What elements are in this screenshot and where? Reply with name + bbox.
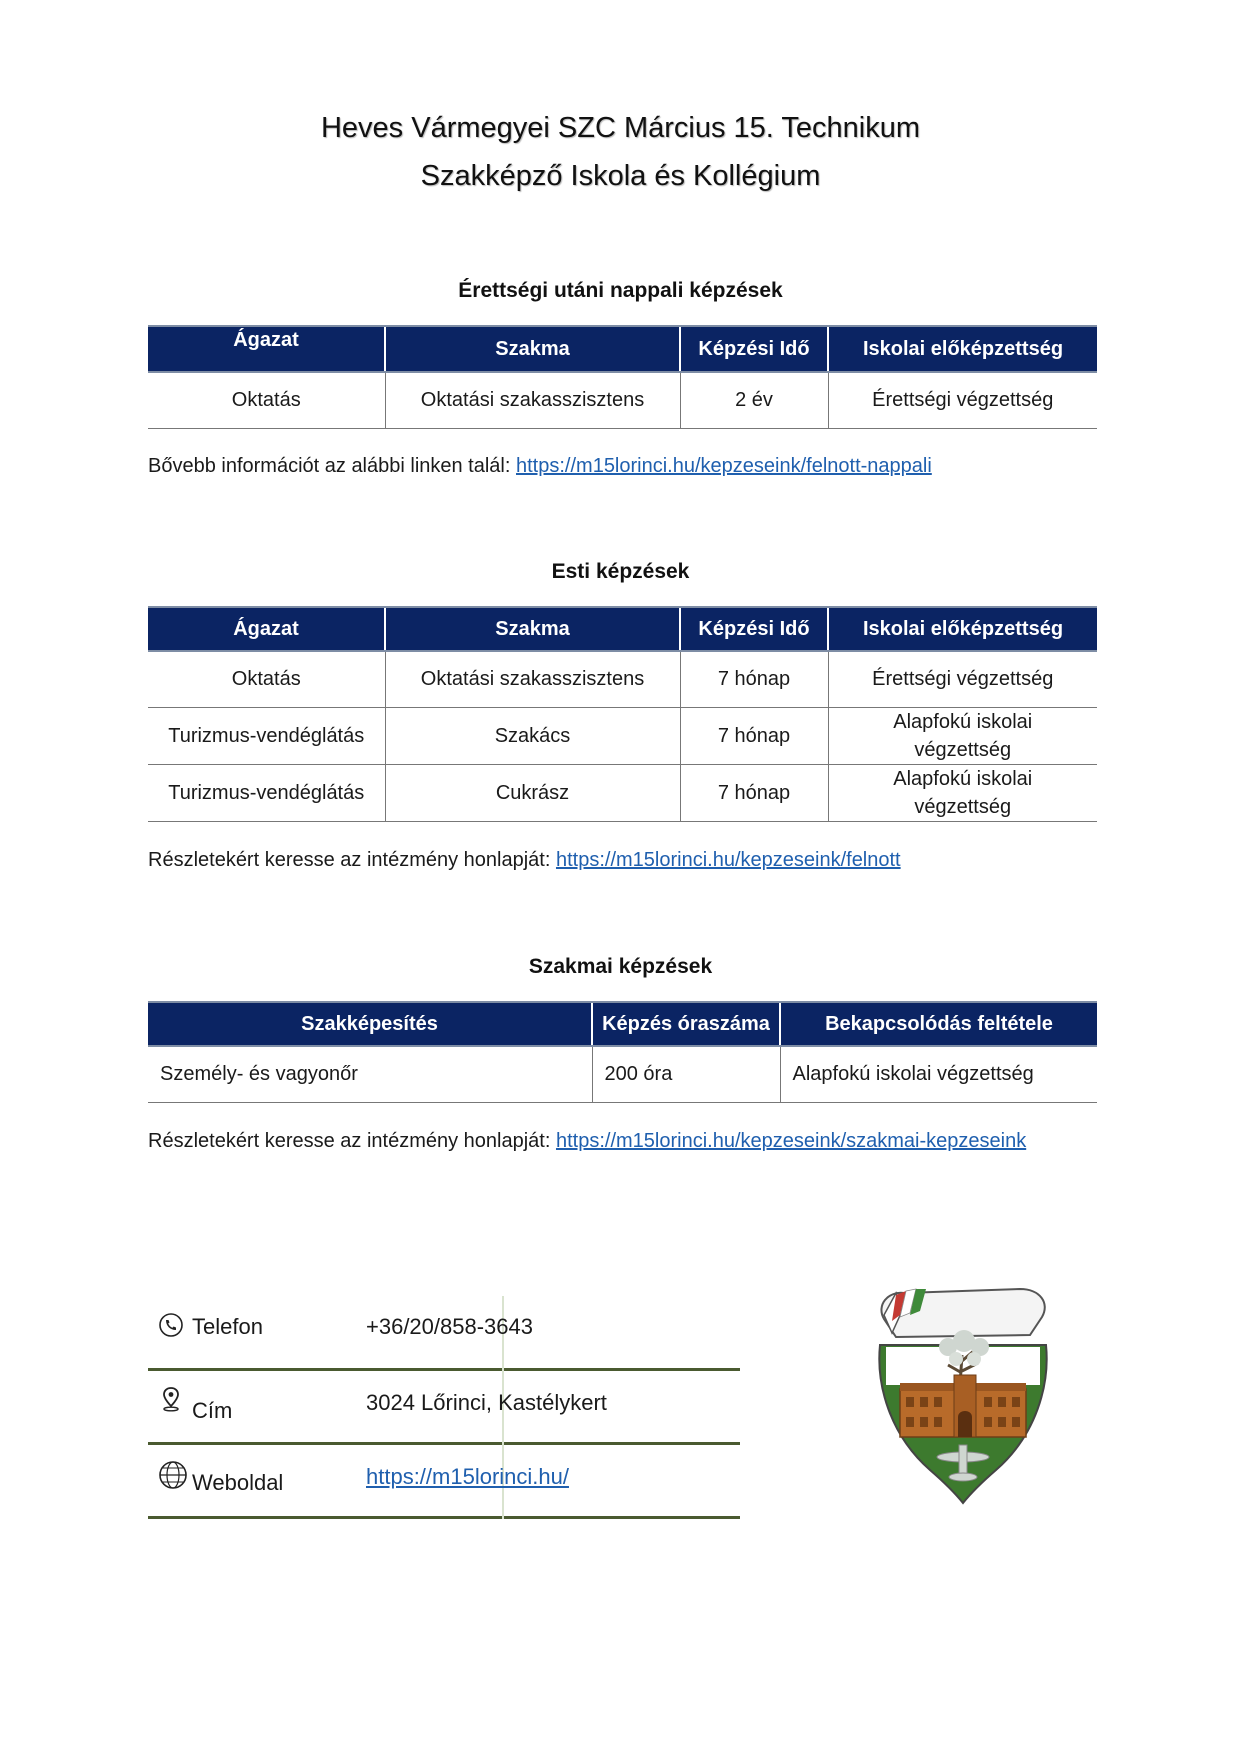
column-header: Képzés óraszáma (592, 1002, 780, 1046)
daytime-link[interactable]: https://m15lorinci.hu/kepzeseink/felnott-nappali (516, 455, 932, 477)
column-header: Képzési Idő (680, 326, 828, 372)
info-line-evening (148, 849, 901, 872)
table-cell: Oktatás (148, 372, 385, 428)
column-header: Ágazat (148, 326, 385, 372)
table-cell: 2 év (680, 372, 828, 428)
table-cell: Érettségi végzettség (828, 651, 1097, 707)
table-cell: Érettségi végzettség (828, 372, 1097, 428)
table-row (148, 372, 1097, 428)
table-cell: Alapfokú iskolai végzettség (828, 707, 1097, 764)
info-text: Részletekért keresse az intézmény honlapját: (148, 849, 556, 871)
table-cell: 7 hónap (680, 651, 828, 707)
table-cell: 7 hónap (680, 764, 828, 821)
table-cell: Oktatási szakasszisztens (385, 651, 680, 707)
address-value: 3024 Lőrinci, Kastélykert (366, 1390, 607, 1415)
table-row (148, 764, 1097, 821)
info-text: Bővebb információt az alábbi linken talál: (148, 455, 516, 477)
phone-label: Telefon (192, 1314, 263, 1339)
column-header: Bekapcsolódás feltétele (780, 1002, 1097, 1046)
contact-row-phone (148, 1296, 740, 1371)
address-label: Cím (192, 1398, 233, 1423)
table-vocational (148, 1001, 1097, 1103)
table-row (148, 1046, 1097, 1102)
section-title-vocational: Szakmai képzések (528, 955, 713, 978)
table-cell: 200 óra (592, 1046, 780, 1102)
table-cell: 7 hónap (680, 707, 828, 764)
table-cell: Turizmus-vendéglátás (148, 707, 385, 764)
table-cell: Szakács (385, 707, 680, 764)
table-cell: Alapfokú iskolai végzettség (828, 764, 1097, 821)
school-name: Heves Vármegyei SZC Március 15. Technikum (320, 112, 921, 144)
column-header: Iskolai előképzettség (828, 607, 1097, 651)
website-link[interactable]: https://m15lorinci.hu/ (366, 1464, 569, 1489)
table-cell: Személy- és vagyonőr (148, 1046, 592, 1102)
section-title-evening: Esti képzések (551, 560, 690, 583)
web-label: Weboldal (192, 1470, 284, 1495)
column-header: Iskolai előképzettség (828, 326, 1097, 372)
column-header: Szakma (385, 607, 680, 651)
column-header: Szakma (385, 326, 680, 372)
table-row (148, 651, 1097, 707)
column-header: Ágazat (148, 607, 385, 651)
table-daytime (148, 325, 1097, 429)
evening-link[interactable]: https://m15lorinci.hu/kepzeseink/felnott (555, 849, 901, 871)
section-title-daytime: Érettségi utáni nappali képzések (458, 279, 783, 302)
column-header: Szakképesítés (148, 1002, 592, 1046)
table-evening (148, 606, 1097, 822)
school-subtitle: Szakképző Iskola és Kollégium (420, 160, 821, 192)
table-cell: Alapfokú iskolai végzettség (780, 1046, 1097, 1102)
contact-row-address (148, 1370, 740, 1445)
table-cell: Oktatás (148, 651, 385, 707)
contact-row-web (148, 1444, 740, 1519)
table-cell: Turizmus-vendéglátás (148, 764, 385, 821)
vocational-link[interactable]: https://m15lorinci.hu/kepzeseink/szakmai-kepzeseink (555, 1130, 1027, 1152)
table-row (148, 707, 1097, 764)
info-line-daytime (148, 455, 932, 478)
location-pin-icon (158, 1386, 184, 1412)
globe-icon (158, 1460, 188, 1490)
info-text: Részletekért keresse az intézmény honlapját: (148, 1130, 556, 1152)
school-crest-logo (870, 1285, 1056, 1507)
phone-value: +36/20/858-3643 (366, 1314, 533, 1339)
phone-icon (158, 1312, 184, 1338)
column-header: Képzési Idő (680, 607, 828, 651)
table-cell: Cukrász (385, 764, 680, 821)
table-cell: Oktatási szakasszisztens (385, 372, 680, 428)
info-line-vocational (148, 1130, 1026, 1153)
